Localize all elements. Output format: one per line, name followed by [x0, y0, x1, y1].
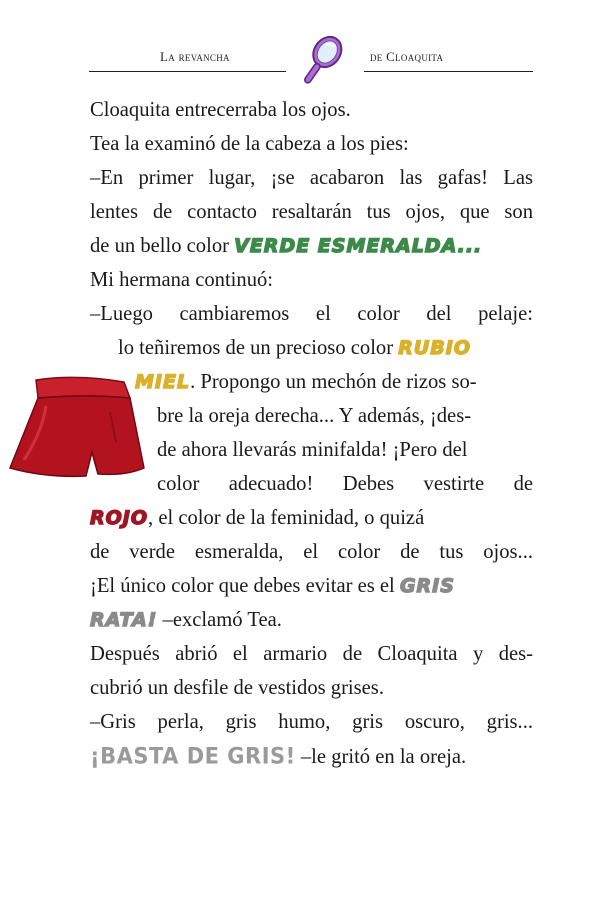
text-line: Mi hermana continuó: [90, 269, 274, 291]
text-line: de verde esmeralda, el color de tus ojos... [90, 541, 533, 563]
text-line: –Gris perla, gris humo, gris oscuro, gris... [90, 711, 533, 733]
text-line [90, 603, 533, 637]
text-line: Después abrió el armario de Cloaquita y des- [90, 643, 533, 665]
text-line: de ahora llevarás minifalda! ¡Pero del [157, 439, 468, 461]
highlight-rata: RATA! [90, 609, 158, 631]
text-span: ¡El único color que debes evitar es el [90, 575, 400, 597]
hand-mirror-icon [291, 30, 351, 92]
text-line: Cloaquita entrecerraba los ojos. [90, 99, 351, 121]
story-text [90, 93, 533, 774]
text-line: lentes de contacto resaltarán tus ojos, que son [90, 201, 533, 223]
highlight-miel: MIEL [135, 371, 191, 393]
text-line: –Luego cambiaremos el color del pelaje: [90, 303, 533, 325]
highlight-verde-esmeralda: VERDE ESMERALDA... [234, 235, 483, 257]
text-span: lo teñiremos de un precioso color [118, 337, 399, 359]
text-line [90, 739, 533, 774]
text-line: color adecuado! Debes vestirte de [157, 473, 533, 495]
text-span: –le gritó en la oreja. [295, 746, 467, 768]
text-span: . Propongo un mechón de rizos so- [190, 371, 477, 393]
text-span: de un bello color [90, 235, 235, 257]
text-span: , el color de la feminidad, o quizá [148, 507, 425, 529]
text-line: Tea la examinó de la cabeza a los pies: [90, 133, 409, 155]
text-line [135, 365, 533, 399]
text-span: –exclamó Tea. [157, 609, 282, 631]
header-rule-left [89, 71, 286, 72]
header-title-right: de Cloaquita [370, 49, 444, 64]
header-rule-right [364, 71, 533, 72]
text-line [90, 569, 533, 603]
text-line: –En primer lugar, ¡se acabaron las gafas! Las [90, 167, 533, 189]
text-line [118, 331, 533, 365]
highlight-rubio: RUBIO [398, 337, 471, 359]
header-title-left: La revancha [160, 49, 230, 64]
text-line [90, 229, 533, 263]
text-line: cubrió un desfile de vestidos grises. [90, 677, 384, 699]
text-line: bre la oreja derecha... Y además, ¡des- [157, 405, 472, 427]
highlight-gris: GRIS [399, 575, 455, 597]
highlight-basta-de-gris: ¡BASTA DE GRIS! [90, 743, 296, 769]
text-line [90, 501, 533, 535]
highlight-rojo: ROJO [90, 507, 149, 529]
